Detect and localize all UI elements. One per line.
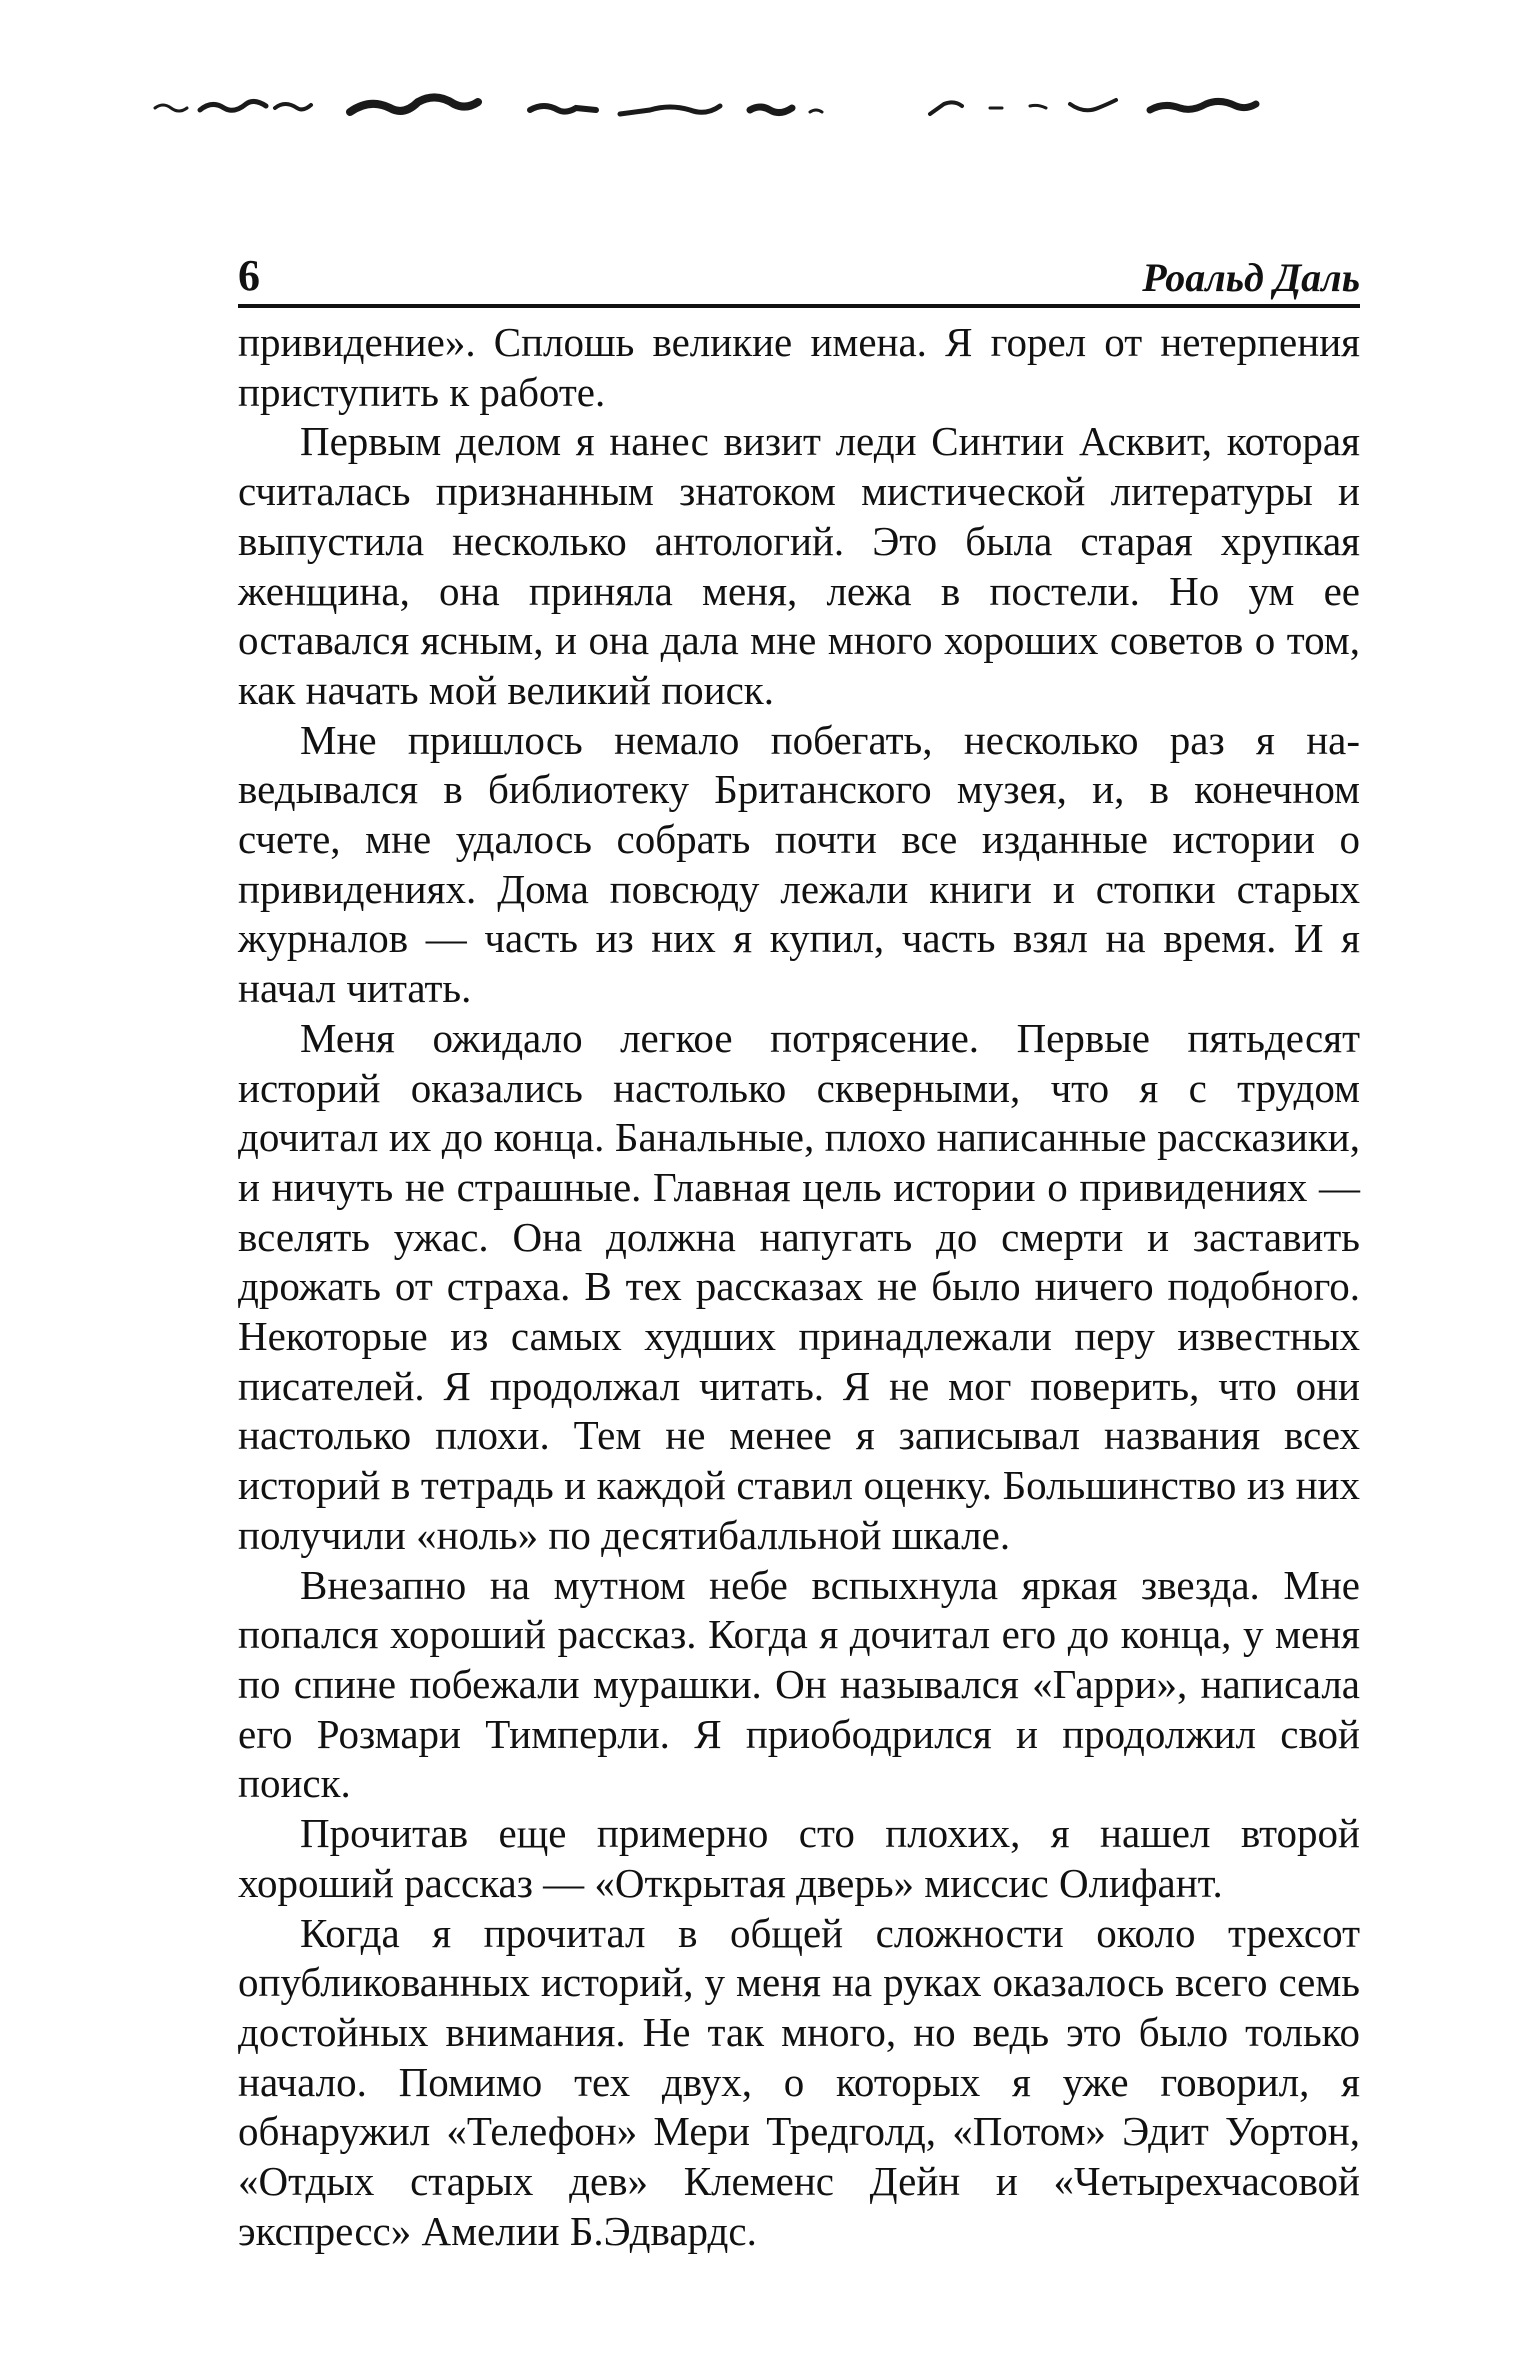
bleed-through-smudge <box>150 88 1290 128</box>
paragraph: привидение». Сплошь великие имена. Я горел от нетерпения приступить к работе. <box>238 319 1360 415</box>
book-author: Роальд Даль <box>1142 255 1360 300</box>
paragraph: Прочитав еще примерно сто плохих, я нашел второй хороший рассказ — «Открытая дверь» миссис Олифант. <box>238 1810 1360 1906</box>
text-body <box>238 318 1360 2256</box>
page-number: 6 <box>238 251 260 300</box>
paragraph: Первым делом я нанес визит леди Синтии Асквит, которая считалась признанным знатоком мистической литературы и выпустила несколько антологий. Это была старая хрупкая женщина, она приняла меня, лежа в постели. Но ум ее оставался ясным, и она дала мне много хороших советов о том, как начать мой великий поиск. <box>238 418 1360 713</box>
paragraph: Меня ожидало легкое потрясение. Первые пятьдесят историй оказались настолько скверными, что я с трудом дочитал их до конца. Банальные, плохо написанные рассказики, и ничуть не страшные. Главная цель истории о привидениях — вселять ужас. Она должна напугать до смерти и заставить дрожать от страха. В тех рассказах не было ничего подобного. Некоторые из самых худших принадлежали перу известных писателей. Я продолжал читать. Я не мог поверить, что они настолько плохи. Тем не менее я записывал названия всех историй в тетрадь и каждой ставил оценку. Большинство из них получили «ноль» по десятибалльной шкале. <box>238 1014 1360 1558</box>
paragraph: Когда я прочитал в общей сложности около трехсот опубликованных историй, у меня на руках оказалось всего семь достойных внимания. Не так много, но ведь это было только начало. Помимо тех двух, о которых я уже говорил, я обнаружил «Телефон» Мери Тредголд, «Потом» Эдит Уортон, «Отдых старых дев» Клеменс Дейн и «Четырехчасовой экспресс» Амелии Б.Эдвардс. <box>238 1909 1360 2254</box>
paragraph: Внезапно на мутном небе вспыхнула яркая звезда. Мне попался хороший рассказ. Когда я дочитал его до конца, у меня по спине побежали мурашки. Он назывался «Гарри», написала его Розмари Тимперли. Я приободрился и продолжил свой поиск. <box>238 1561 1360 1807</box>
running-head <box>238 244 1360 308</box>
paragraph: Мне пришлось немало побегать, несколько раз я наведывался в библиотеку Британского музея, и, в конечном счете, мне удалось собрать почти все изданные истории о привидениях. Дома повсюду лежали книги и стопки старых журналов — часть из них я купил, часть взял на время. И я начал читать. <box>238 716 1360 1012</box>
